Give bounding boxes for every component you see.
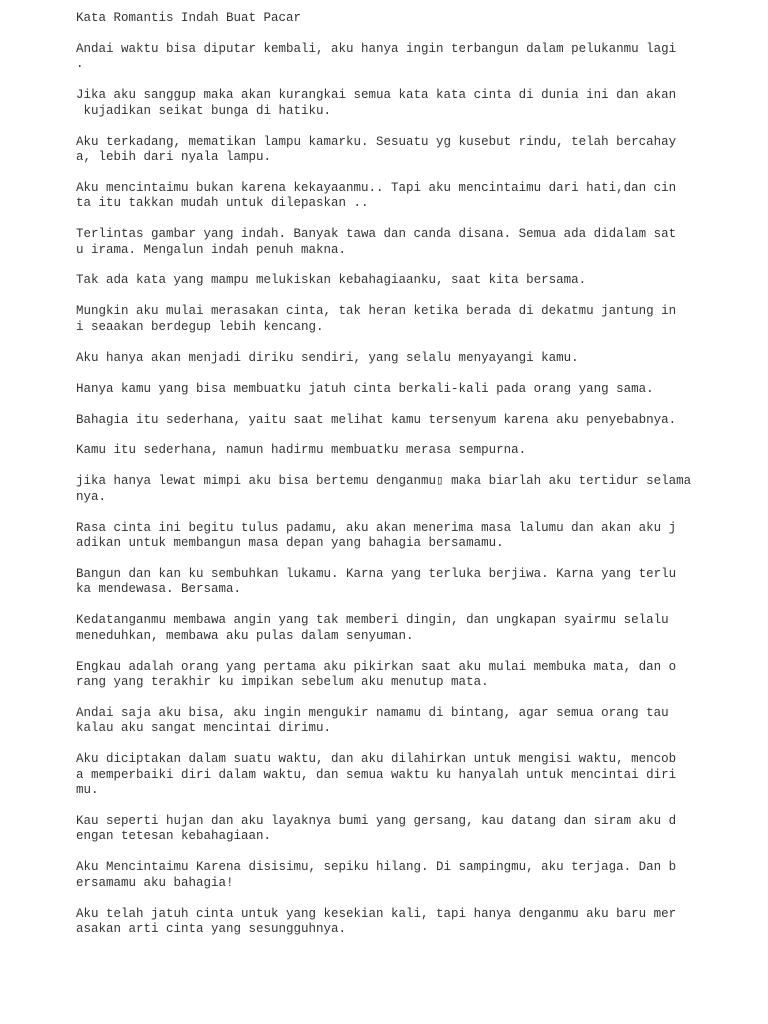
paragraph-line: Tak ada kata yang mampu melukiskan kebahagiaanku, saat kita bersama. <box>76 273 587 288</box>
paragraph-line: ersamamu aku bahagia! <box>76 875 234 890</box>
paragraph-line: ta itu takkan mudah untuk dilepaskan .. <box>76 196 369 211</box>
paragraph-line: Bangun dan kan ku sembuhkan lukamu. Karna yang terluka berjiwa. Karna yang terlu <box>76 566 677 581</box>
paragraph-line: Engkau adalah orang yang pertama aku pikirkan saat aku mulai membuka mata, dan o <box>76 659 677 674</box>
paragraph <box>76 860 716 891</box>
document-title: Kata Romantis Indah Buat Pacar <box>76 11 302 25</box>
paragraph <box>76 443 716 458</box>
paragraph-line: Terlintas gambar yang indah. Banyak tawa dan canda disana. Semua ada didalam sat <box>76 227 677 242</box>
paragraph <box>76 351 716 366</box>
paragraph-line: Andai saja aku bisa, aku ingin mengukir namamu di bintang, agar semua orang tau <box>76 705 669 720</box>
paragraph-line: rang yang terakhir ku impikan sebelum aku menutup mata. <box>76 674 489 689</box>
paragraph <box>76 706 716 737</box>
paragraph <box>76 135 716 166</box>
paragraph <box>76 474 716 505</box>
paragraph <box>76 752 716 798</box>
paragraph-line: asakan arti cinta yang sesungguhnya. <box>76 921 347 936</box>
paragraph-line: Aku diciptakan dalam suatu waktu, dan aku dilahirkan untuk mengisi waktu, mencob <box>76 752 677 767</box>
paragraph-line: mu. <box>76 783 99 797</box>
paragraph-line: Andai waktu bisa diputar kembali, aku hanya ingin terbangun dalam pelukanmu lagi <box>76 41 677 56</box>
paragraph-line: i seaakan berdegup lebih kencang. <box>76 319 324 334</box>
paragraph-line: engan tetesan kebahagiaan. <box>76 829 272 844</box>
document-page <box>76 11 716 953</box>
paragraph <box>76 660 716 691</box>
paragraph <box>76 382 716 397</box>
paragraph-line: kujadikan seikat bunga di hatiku. <box>76 103 332 118</box>
paragraph-line: Bahagia itu sederhana, yaitu saat melihat kamu tersenyum karena aku penyebabnya. <box>76 412 677 427</box>
paragraph <box>76 567 716 598</box>
paragraph-line: Hanya kamu yang bisa membuatku jatuh cinta berkali-kali pada orang yang sama. <box>76 381 654 396</box>
paragraph-line: jika hanya lewat mimpi aku bisa bertemu denganmu▯ maka biarlah aku tertidur selama <box>76 474 692 489</box>
paragraph-line: Kamu itu sederhana, namun hadirmu membuatku merasa sempurna. <box>76 443 527 458</box>
paragraph-line: Aku hanya akan menjadi diriku sendiri, yang selalu menyayangi kamu. <box>76 350 579 365</box>
paragraph-line: Kedatanganmu membawa angin yang tak memberi dingin, dan ungkapan syairmu selalu <box>76 613 669 628</box>
paragraph-line: Mungkin aku mulai merasakan cinta, tak heran ketika berada di dekatmu jantung in <box>76 304 677 319</box>
paragraph <box>76 413 716 428</box>
paragraph <box>76 88 716 119</box>
paragraph <box>76 304 716 335</box>
paragraph-line: a memperbaiki diri dalam waktu, dan semua waktu ku hanyalah untuk mencintai diri <box>76 767 677 782</box>
paragraph-line: Aku mencintaimu bukan karena kekayaanmu.. Tapi aku mencintaimu dari hati,dan cin <box>76 180 677 195</box>
paragraph <box>76 907 716 938</box>
paragraph-line: ka mendewasa. Bersama. <box>76 582 242 597</box>
paragraph-line: nya. <box>76 489 107 504</box>
paragraph <box>76 227 716 258</box>
paragraph-line: Rasa cinta ini begitu tulus padamu, aku akan menerima masa lalumu dan akan aku j <box>76 520 677 535</box>
paragraph <box>76 814 716 845</box>
paragraph-line: Aku telah jatuh cinta untuk yang kesekian kali, tapi hanya denganmu aku baru mer <box>76 906 677 921</box>
paragraph <box>76 42 716 73</box>
paragraph <box>76 273 716 288</box>
paragraph-line: Aku Mencintaimu Karena disisimu, sepiku hilang. Di sampingmu, aku terjaga. Dan b <box>76 860 677 875</box>
paragraph-line: kalau aku sangat mencintai dirimu. <box>76 721 332 736</box>
paragraph-line: Aku terkadang, mematikan lampu kamarku. Sesuatu yg kusebut rindu, telah bercahay <box>76 134 677 149</box>
paragraph-line: meneduhkan, membawa aku pulas dalam senyuman. <box>76 628 414 643</box>
paragraph-line: Jika aku sanggup maka akan kurangkai semua kata kata cinta di dunia ini dan akan <box>76 88 677 103</box>
paragraph-line: . <box>76 57 84 72</box>
paragraph-line: adikan untuk membangun masa depan yang bahagia bersamamu. <box>76 536 504 551</box>
paragraph-line: u irama. Mengalun indah penuh makna. <box>76 242 347 257</box>
paragraph <box>76 181 716 212</box>
paragraph <box>76 613 716 644</box>
paragraph <box>76 521 716 552</box>
paragraph-list <box>76 42 716 937</box>
paragraph-line: a, lebih dari nyala lampu. <box>76 149 272 164</box>
paragraph-line: Kau seperti hujan dan aku layaknya bumi yang gersang, kau datang dan siram aku d <box>76 813 677 828</box>
